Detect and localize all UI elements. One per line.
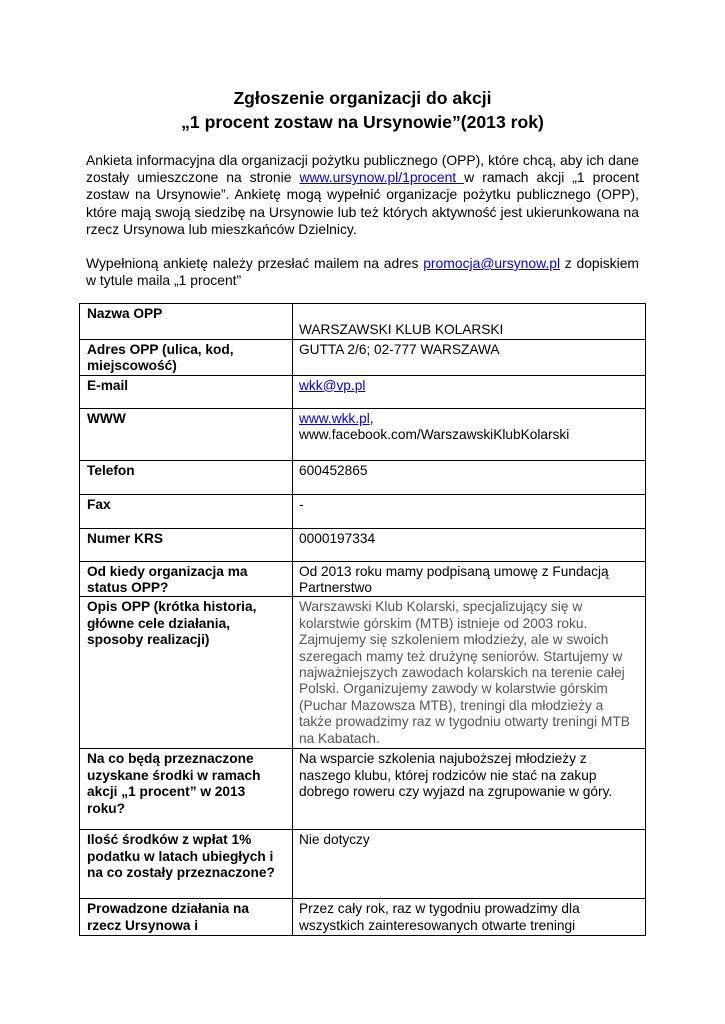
promocja-email-link[interactable]: promocja@ursynow.pl [423,255,561,271]
value-telefon: 600452865 [293,460,646,494]
value-nazwa-cell [293,304,646,340]
label-przeznaczenie: Na co będą przeznaczone uzyskane środki w ramach akcji „1 procent” w 2013 roku? [80,749,293,830]
row-www [80,408,646,460]
label-email: E-mail [80,375,293,408]
www-link[interactable]: www.wkk.pl [299,410,370,426]
value-email-cell [293,375,646,408]
label-ilosc-srodkow: Ilość środków z wpłat 1% podatku w latach ubiegłych i na co zostały przeznaczone? [80,830,293,899]
email-link[interactable]: wkk@vp.pl [299,377,366,393]
row-adres [80,339,646,375]
label-nazwa: Nazwa OPP [80,304,293,340]
ursynow-1procent-link[interactable]: www.ursynow.pl/1procent [299,169,465,186]
row-fax [80,494,646,528]
label-krs: Numer KRS [80,528,293,561]
intro-text-start: Ankieta informacyjna dla organizacji pożytku publicznego (OPP), które chcą, aby ich dane zostały umieszczone na stronie [86,152,639,186]
label-status-opp: Od kiedy organizacja ma status OPP? [80,561,293,597]
label-www: WWW [80,408,293,460]
value-adres: GUTTA 2/6; 02-777 WARSZAWA [293,339,646,375]
row-status-opp [80,561,646,597]
label-fax: Fax [80,494,293,528]
row-przeznaczenie [80,749,646,830]
submission-instructions [86,255,639,289]
intro-paragraph [86,152,639,238]
value-www-cell [293,408,646,460]
row-dzialania [80,899,646,936]
row-krs [80,528,646,561]
label-adres: Adres OPP (ulica, kod, miejscowość) [80,339,293,375]
row-email [80,375,646,408]
www-separator: , [369,410,374,426]
row-telefon [80,460,646,494]
value-status-opp: Od 2013 roku mamy podpisaną umowę z Fundacją Partnerstwo [293,561,646,597]
label-opis: Opis OPP (krótka historia, główne cele działania, sposoby realizacji) [80,597,293,749]
value-krs: 0000197334 [293,528,646,561]
facebook-url: www.facebook.com/WarszawskiKlubKolarski [299,427,570,443]
label-telefon: Telefon [80,460,293,494]
row-opis [80,597,646,749]
instructions-text-start: Wypełnioną ankietę należy przesłać mailem na adres [86,255,424,271]
row-ilosc-srodkow [80,830,646,899]
instructions-text-end: z dopiskiem w tytule maila „1 procent” [86,255,640,289]
intro-text-end: w ramach akcji „1 procent zostaw na Ursynowie”. Ankietę mogą wypełnić organizacje pożytku publicznego (OPP), które mają swoją siedzibę na Ursynowie lub też których aktywność jest ukierunkowana na rzecz Ursynowa lub mieszkańców Dzielnicy. [86,169,639,237]
value-ilosc-srodkow: Nie dotyczy [293,830,646,899]
label-dzialania: Prowadzone działania na rzecz Ursynowa i [80,899,293,936]
value-fax: - [293,494,646,528]
row-nazwa [80,304,646,340]
value-nazwa: WARSZAWSKI KLUB KOLARSKI [299,322,504,338]
value-dzialania: Przez cały rok, raz w tygodniu prowadzimy dla wszystkich zainteresowanych otwarte treningi [293,899,646,936]
opp-form-table [79,303,646,936]
value-opis: Warszawski Klub Kolarski, specjalizujący się w kolarstwie górskim (MTB) istnieje od 2003 roku. Zajmujemy się szkoleniem młodzieży, ale w swoich szeregach mamy też drużynę seniorów. Startujemy w najważniejszych zawodach kolarskich na terenie całej Polski. Organizujemy zawody w kolarstwie górskim (Puchar Mazowsza MTB), treningi dla młodzieży a także prowadzimy raz w tygodniu otwarty treningi MTB na Kabatach. [293,597,646,749]
value-przeznaczenie: Na wsparcie szkolenia najuboższej młodzieży z naszego klubu, której rodziców nie stać na zakup dobrego roweru czy wyjazd na zgrupowanie w góry. [293,749,646,830]
document-title-line-1: Zgłoszenie organizacji do akcji [233,88,492,108]
document-title-line-2: „1 procent zostaw na Ursynowie”(2013 rok) [181,112,544,132]
